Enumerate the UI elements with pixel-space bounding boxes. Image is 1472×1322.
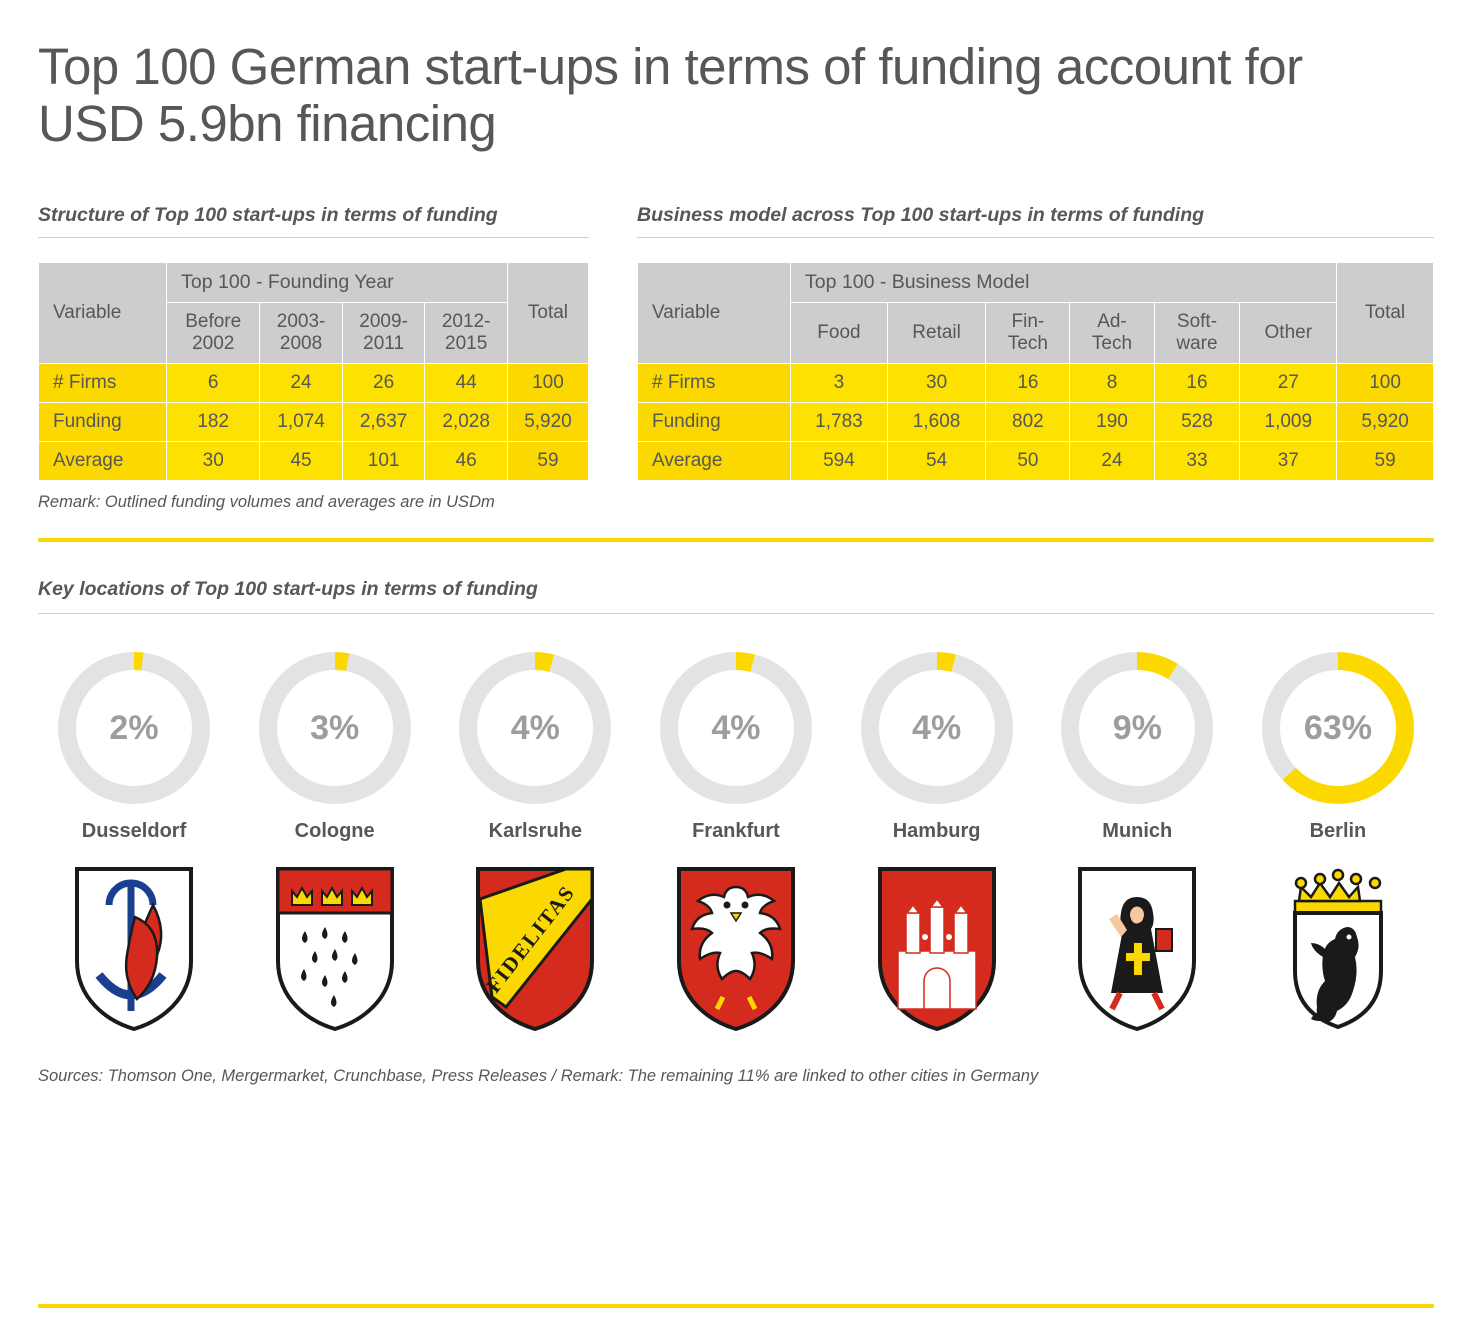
business-model-group-header: Top 100 - Business Model [791, 263, 1337, 303]
column-header: Soft- ware [1154, 303, 1240, 364]
table-cell-total: 59 [1337, 442, 1434, 481]
row-label: Funding [638, 403, 791, 442]
city-label: Dusseldorf [81, 820, 187, 843]
founding-year-panel [38, 204, 589, 512]
table-cell: 8 [1070, 364, 1154, 403]
table-row [39, 442, 589, 481]
business-model-table [637, 262, 1434, 481]
table-cell: 30 [167, 442, 260, 481]
table-cell: 24 [1070, 442, 1154, 481]
city-label: Frankfurt [692, 820, 780, 843]
founding-year-table [38, 262, 589, 481]
cologne-coat-of-arms-icon [270, 865, 400, 1033]
table-cell: 33 [1154, 442, 1240, 481]
column-header: Retail [887, 303, 986, 364]
column-header: 2012- 2015 [425, 303, 508, 364]
business-model-panel [637, 204, 1434, 512]
column-header: 2009- 2011 [342, 303, 425, 364]
table-cell: 16 [986, 364, 1070, 403]
column-header: Other [1240, 303, 1337, 364]
column-header: Before 2002 [167, 303, 260, 364]
column-header: Fin- Tech [986, 303, 1070, 364]
locations-donut-row [38, 652, 1434, 1033]
table-cell: 37 [1240, 442, 1337, 481]
variable-header: Variable [39, 263, 167, 364]
donut-chart-cologne [259, 652, 411, 804]
table-cell-total: 5,920 [1337, 403, 1434, 442]
row-label: Average [39, 442, 167, 481]
donut-chart-berlin [1262, 652, 1414, 804]
city-dusseldorf [48, 652, 220, 1033]
table-cell: 182 [167, 403, 260, 442]
svg-text:FIDELITAS: FIDELITAS [481, 880, 581, 998]
city-hamburg [851, 652, 1023, 1033]
city-frankfurt [650, 652, 822, 1033]
table-cell: 26 [342, 364, 425, 403]
frankfurt-coat-of-arms-icon [671, 865, 801, 1033]
city-berlin [1252, 652, 1424, 1033]
table-cell-total: 5,920 [507, 403, 588, 442]
donut-chart-dusseldorf [58, 652, 210, 804]
table-row [638, 403, 1434, 442]
table-header-row [39, 263, 589, 303]
row-label: Average [638, 442, 791, 481]
city-label: Berlin [1309, 820, 1367, 843]
table-cell: 1,074 [260, 403, 343, 442]
dusseldorf-coat-of-arms-icon [69, 865, 199, 1033]
total-header: Total [1337, 263, 1434, 364]
row-label: Funding [39, 403, 167, 442]
table-cell-total: 59 [507, 442, 588, 481]
column-header: 2003- 2008 [260, 303, 343, 364]
founding-year-heading: Structure of Top 100 start-ups in terms of funding [38, 204, 589, 238]
berlin-coat-of-arms-icon [1273, 865, 1403, 1033]
donut-chart-karlsruhe [459, 652, 611, 804]
table-cell: 24 [260, 364, 343, 403]
city-label: Hamburg [892, 820, 981, 843]
table-cell: 45 [260, 442, 343, 481]
table-cell: 30 [887, 364, 986, 403]
city-label: Munich [1102, 820, 1173, 843]
city-munich [1051, 652, 1223, 1033]
donut-chart-munich [1061, 652, 1213, 804]
page-title: Top 100 German start-ups in terms of funding account for USD 5.9bn financing [38, 38, 1303, 153]
footer-accent-line [38, 1304, 1434, 1308]
column-header: Ad- Tech [1070, 303, 1154, 364]
tables-section [38, 204, 1434, 512]
row-label: # Firms [39, 364, 167, 403]
business-model-heading: Business model across Top 100 start-ups in terms of funding [637, 204, 1434, 238]
locations-heading: Key locations of Top 100 start-ups in terms of funding [38, 578, 1434, 614]
column-header: Food [791, 303, 888, 364]
table-cell: 54 [887, 442, 986, 481]
table-cell: 1,608 [887, 403, 986, 442]
table-cell-total: 100 [507, 364, 588, 403]
city-karlsruhe [449, 652, 621, 1033]
section-divider [38, 538, 1434, 542]
karlsruhe-coat-of-arms-icon [470, 865, 600, 1033]
table-row [638, 442, 1434, 481]
variable-header: Variable [638, 263, 791, 364]
table-cell: 190 [1070, 403, 1154, 442]
table-cell: 3 [791, 364, 888, 403]
table-row [638, 364, 1434, 403]
table-cell-total: 100 [1337, 364, 1434, 403]
table-cell: 6 [167, 364, 260, 403]
table-row [39, 403, 589, 442]
donut-percent-label: 4% [510, 708, 560, 747]
table-cell: 27 [1240, 364, 1337, 403]
table-cell: 46 [425, 442, 508, 481]
table-header-row [638, 263, 1434, 303]
table-cell: 528 [1154, 403, 1240, 442]
city-label: Karlsruhe [488, 820, 582, 843]
donut-percent-label: 4% [711, 708, 761, 747]
donut-percent-label: 63% [1303, 708, 1372, 747]
table-remark: Remark: Outlined funding volumes and averages are in USDm [38, 493, 495, 512]
hamburg-coat-of-arms-icon [872, 865, 1002, 1033]
table-row [39, 364, 589, 403]
table-cell: 1,009 [1240, 403, 1337, 442]
table-cell: 44 [425, 364, 508, 403]
donut-percent-label: 4% [912, 708, 962, 747]
munich-coat-of-arms-icon [1072, 865, 1202, 1033]
table-cell: 1,783 [791, 403, 888, 442]
city-label: Cologne [294, 820, 375, 843]
table-cell: 16 [1154, 364, 1240, 403]
table-cell: 802 [986, 403, 1070, 442]
donut-chart-frankfurt [660, 652, 812, 804]
row-label: # Firms [638, 364, 791, 403]
table-cell: 2,028 [425, 403, 508, 442]
donut-percent-label: 3% [310, 708, 360, 747]
donut-chart-hamburg [861, 652, 1013, 804]
total-header: Total [507, 263, 588, 364]
donut-percent-label: 2% [109, 708, 159, 747]
table-cell: 101 [342, 442, 425, 481]
donut-percent-label: 9% [1112, 708, 1162, 747]
table-cell: 50 [986, 442, 1070, 481]
sources-note: Sources: Thomson One, Mergermarket, Crunchbase, Press Releases / Remark: The remaining 11% are linked to other cities in Germany [38, 1067, 1039, 1086]
table-cell: 594 [791, 442, 888, 481]
table-cell: 2,637 [342, 403, 425, 442]
city-cologne [249, 652, 421, 1033]
founding-year-group-header: Top 100 - Founding Year [167, 263, 508, 303]
